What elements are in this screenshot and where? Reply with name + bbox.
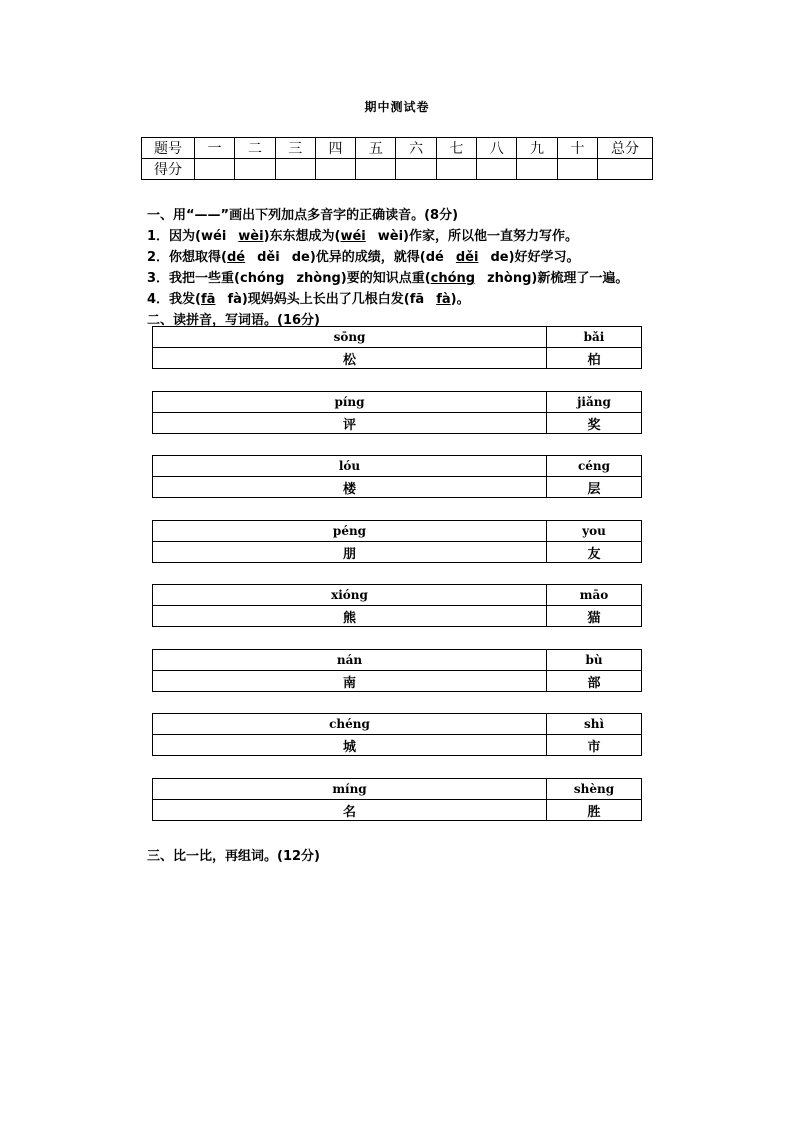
pinyin-row [153,779,642,800]
pinyin-table [152,778,642,821]
score-cell[interactable] [396,159,436,180]
pinyin-cell: you [547,521,642,542]
answer-cell[interactable]: 层 [547,477,642,498]
pinyin-table [152,584,642,627]
answer-cell[interactable]: 友 [547,542,642,563]
pinyin-cell: shèng [547,779,642,800]
score-table-header-cell: 十 [557,138,597,159]
score-table-score-row [142,159,653,180]
question-3-part: chóng [430,271,476,286]
pinyin-row [153,327,642,348]
score-cell[interactable] [598,159,653,180]
pinyin-cell: míng [153,779,547,800]
pinyin-row [153,521,642,542]
pinyin-cell: lóu [153,456,547,477]
pinyin-cell: bù [547,650,642,671]
score-table-header-cell: 六 [396,138,436,159]
score-cell[interactable] [517,159,557,180]
question-1-part: )东东想成为( [263,229,341,244]
question-1-part: 1．因为(wéi [147,229,227,244]
question-1-part: wéi [340,229,366,244]
question-4-part: fà)现妈妈头上长出了几根白发(fā [227,292,425,307]
hanzi-row [153,800,642,821]
question-4 [147,288,470,307]
score-table-header-row [142,138,653,159]
answer-cell[interactable]: 奖 [547,413,642,434]
question-1 [147,225,578,244]
pinyin-row [153,392,642,413]
question-2-part: děi [257,250,280,265]
hanzi-row [153,671,642,692]
pinyin-cell: nán [153,650,547,671]
answer-cell[interactable]: 城 [153,735,547,756]
section3-heading: 三、比一比，再组词。(12分) [147,849,320,864]
answer-cell[interactable]: 评 [153,413,547,434]
question-1-part: wèi)作家，所以他一直努力写作。 [377,229,578,244]
score-cell[interactable] [195,159,235,180]
answer-cell[interactable]: 柏 [547,348,642,369]
answer-cell[interactable]: 市 [547,735,642,756]
hanzi-row [153,348,642,369]
question-2-part: dé [227,250,246,265]
score-table-header-cell: 总分 [598,138,653,159]
question-2-part: de)好好学习。 [490,250,580,265]
score-table-header-cell: 二 [235,138,275,159]
score-cell[interactable] [235,159,275,180]
question-3-part: zhòng)要的知识点重( [296,271,431,286]
pinyin-table [152,649,642,692]
pinyin-table [152,455,642,498]
question-2-part: děi [455,250,479,265]
pinyin-row [153,650,642,671]
score-table-row-label: 得分 [142,159,195,180]
score-cell[interactable] [477,159,517,180]
answer-cell[interactable]: 松 [153,348,547,369]
score-cell[interactable] [557,159,597,180]
hanzi-row [153,606,642,627]
section2-heading: 二、读拼音，写词语。(16分) [147,313,320,328]
question-4-part: 4．我发( [147,292,201,307]
question-4-part: )。 [450,292,470,307]
score-table-header-cell: 七 [436,138,476,159]
question-2 [147,246,580,265]
pinyin-cell: xióng [153,585,547,606]
pinyin-table [152,391,642,434]
hanzi-row [153,413,642,434]
question-3-part: 3．我把一些重(chóng [147,271,285,286]
pinyin-table [152,713,642,756]
question-3 [147,267,628,286]
answer-cell[interactable]: 名 [153,800,547,821]
pinyin-cell: péng [153,521,547,542]
score-table-header-cell: 三 [275,138,315,159]
score-cell[interactable] [315,159,355,180]
score-cell[interactable] [436,159,476,180]
pinyin-cell: píng [153,392,547,413]
question-4-part: fā [201,292,216,307]
question-3-part: zhòng)新梳理了一遍。 [487,271,629,286]
answer-cell[interactable]: 楼 [153,477,547,498]
score-table-header-cell: 九 [517,138,557,159]
pinyin-cell: céng [547,456,642,477]
question-2-part: 2．你想取得( [147,250,227,265]
score-cell[interactable] [356,159,396,180]
pinyin-cell: jiǎng [547,392,642,413]
pinyin-row [153,456,642,477]
hanzi-row [153,735,642,756]
score-table-header-cell: 五 [356,138,396,159]
score-table-header-cell: 题号 [142,138,195,159]
score-table-header-cell: 八 [477,138,517,159]
question-4-part: fà [436,292,451,307]
hanzi-row [153,477,642,498]
pinyin-row [153,585,642,606]
score-table [141,137,653,180]
answer-cell[interactable]: 胜 [547,800,642,821]
pinyin-cell: bǎi [547,327,642,348]
section1-heading: 一、用“——”画出下列加点多音字的正确读音。(8分) [147,208,459,223]
pinyin-cell: sōng [153,327,547,348]
pinyin-cell: chéng [153,714,547,735]
question-2-part: de)优异的成绩，就得(dé [291,250,444,265]
score-cell[interactable] [275,159,315,180]
answer-cell[interactable]: 部 [547,671,642,692]
pinyin-table [152,326,642,369]
answer-cell[interactable]: 熊 [153,606,547,627]
pinyin-row [153,714,642,735]
answer-cell[interactable]: 猫 [547,606,642,627]
pinyin-table [152,520,642,563]
answer-cell[interactable]: 南 [153,671,547,692]
question-1-part: wèi [238,229,264,244]
pinyin-cell: shì [547,714,642,735]
pinyin-cell: māo [547,585,642,606]
score-table-header-cell: 一 [195,138,235,159]
score-table-header-cell: 四 [315,138,355,159]
answer-cell[interactable]: 朋 [153,542,547,563]
hanzi-row [153,542,642,563]
page-title: 期中测试卷 [364,100,430,114]
